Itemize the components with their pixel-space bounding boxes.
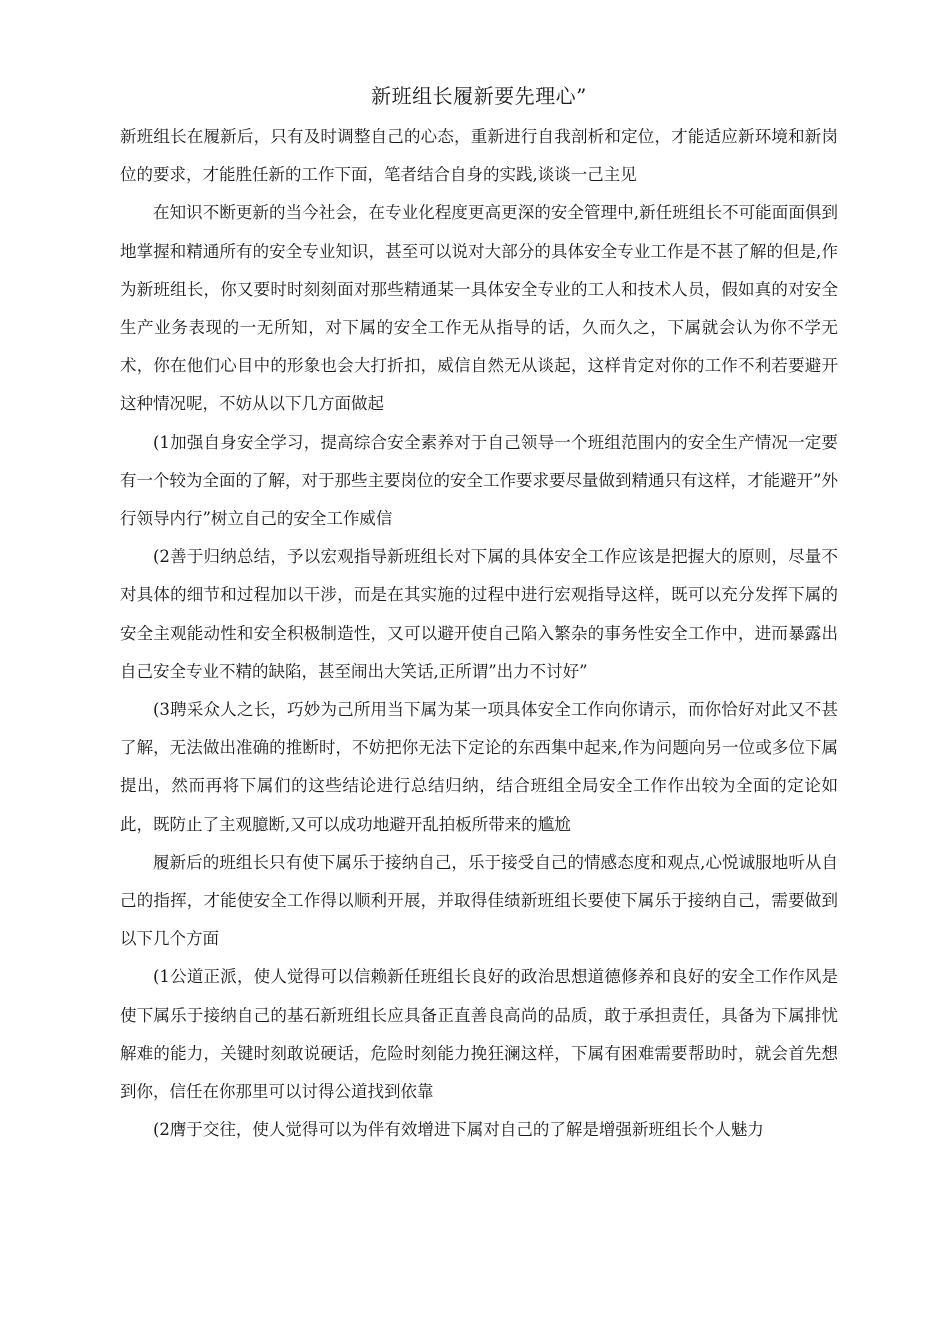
paragraph-3: (1加强自身安全学习，提高综合安全素养对于自己领导一个班组范围内的安全生产情况一定要有一个较为全面的了解，对于那些主要岗位的安全工作要求要尽量做到精通只有这样，才能避开”外行领导内行”树立自己的安全工作威信 bbox=[120, 432, 838, 529]
paragraph-5: (3聘采众人之长，巧妙为己所用当下属为某一项具体安全工作向你请示，而你恰好对此又不甚了解，无法做出准确的推断时，不妨把你无法下定论的东西集中起来,作为问题向另一位或多位下属提出，然而再将下属们的这些结论进行总结归纳，结合班组全局安全工作作出较为全面的定论如此，既防止了主观臆断,又可以成功地避开乱拍板所带来的尴尬 bbox=[120, 700, 838, 834]
paragraph-1: 新班组长在履新后，只有及时调整自己的心态，重新进行自我剖析和定位，才能适应新环境和新岗位的要求，才能胜任新的工作下面，笔者结合自身的实践,谈谈一己主见 bbox=[120, 127, 838, 185]
document-page bbox=[120, 80, 838, 1149]
paragraph-6: 履新后的班组长只有使下属乐于接纳自己，乐于接受自己的情感态度和观点,心悦诚服地听从自己的指挥，才能使安全工作得以顺利开展，并取得佳绩新班组长要使下属乐于接纳自己，需要做到以下几个方面 bbox=[120, 852, 838, 949]
paragraph-4: (2善于归纳总结，予以宏观指导新班组长对下属的具体安全工作应该是把握大的原则，尽量不对具体的细节和过程加以干涉，而是在其实施的过程中进行宏观指导这样，既可以充分发挥下属的安全主观能动性和安全积极制造性，又可以避开使自己陷入繁杂的事务性安全工作中，进而暴露出自己安全专业不精的缺陷，甚至闹出大笑话,正所谓”出力不讨好” bbox=[120, 547, 838, 681]
paragraph-8: (2膺于交往，使人觉得可以为伴有效增进下属对自己的了解是增强新班组长个人魅力 bbox=[153, 1120, 764, 1140]
paragraph-7: (1公道正派，使人觉得可以信赖新任班组长良好的政治思想道德修养和良好的安全工作作风是使下属乐于接纳自己的基石新班组长应具备正直善良高尚的品质，敢于承担责任，具备为下属排忧解难的能力，关键时刻敢说硬话，危险时刻能力挽狂澜这样，下属有困难需要帮助时，就会首先想到你，信任在你那里可以讨得公道找到依靠 bbox=[120, 967, 838, 1102]
document-title: 新班组长履新要先理心” bbox=[371, 84, 587, 108]
paragraph-2: 在知识不断更新的当今社会，在专业化程度更高更深的安全管理中,新任班组长不可能面面俱到地掌握和精通所有的安全专业知识，甚至可以说对大部分的具体安全专业工作是不甚了解的但是,作为新班组长，你又要时时刻刻面对那些精通某一具体安全专业的工人和技术人员，假如真的对安全生产业务表现的一无所知，对下属的安全工作无从指导的话，久而久之，下属就会认为你不学无术，你在他们心目中的形象也会大打折扣，威信自然无从谈起，这样肯定对你的工作不利若要避开这种情况呢，不妨从以下几方面做起 bbox=[120, 203, 838, 414]
